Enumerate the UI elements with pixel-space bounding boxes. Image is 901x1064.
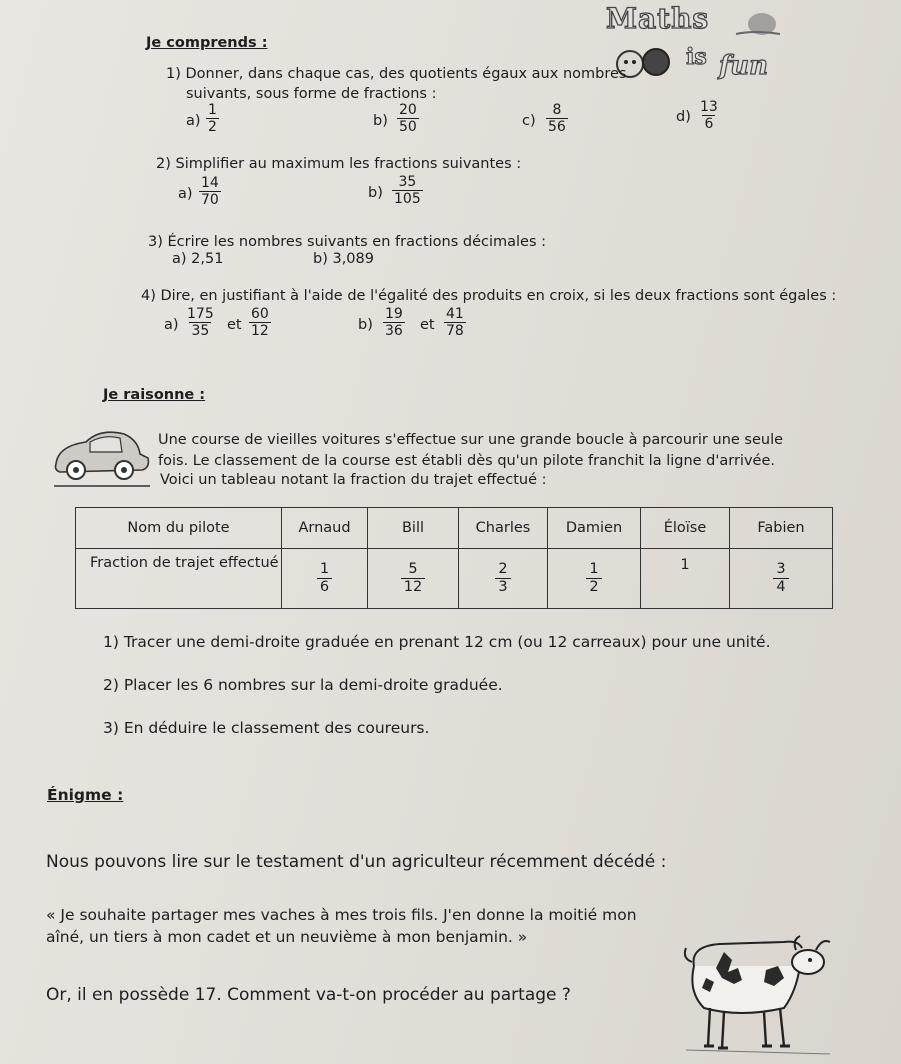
q2-a-label: a)	[178, 186, 193, 202]
q4-a-et: et	[227, 317, 242, 333]
section-title-raisonne: Je raisonne :	[103, 387, 206, 403]
table-cell: $\frac{2}{3}$	[459, 549, 548, 609]
table-cell: $\frac{1}{2}$	[548, 549, 641, 609]
table-cell: $\frac{1}{6}$	[282, 549, 368, 609]
raisonne-para-line3: Voici un tableau notant la fraction du trajet effectué :	[160, 472, 547, 488]
table-row	[76, 549, 833, 609]
table-header-cell: Damien	[548, 508, 641, 549]
cow-icon	[680, 922, 836, 1062]
q1-d-fraction: $\frac{13}{6}$	[700, 99, 718, 132]
q1-a-label: a)	[186, 113, 201, 129]
q4-a-label: a)	[164, 317, 179, 333]
q3-b: b) 3,089	[313, 251, 374, 267]
q4-text: 4) Dire, en justifiant à l'aide de l'égalité des produits en croix, si les deux fractions sont égales :	[141, 288, 837, 304]
race-table	[75, 507, 833, 609]
table-header-cell: Arnaud	[282, 508, 368, 549]
maths-logo-text: Maths	[606, 2, 710, 35]
q2-text: 2) Simplifier au maximum les fractions suivantes :	[156, 156, 522, 172]
q2-a-fraction: $\frac{14}{70}$	[201, 175, 219, 208]
q1-a-fraction: $\frac{1}{2}$	[208, 102, 217, 135]
q2-b-fraction: $\frac{35}{105}$	[394, 174, 421, 207]
raisonne-para-line1: Une course de vieilles voitures s'effectue sur une grande boucle à parcourir une seule	[158, 432, 784, 448]
q1-c-fraction: $\frac{8}{56}$	[548, 102, 566, 135]
raisonne-question-2: 2) Placer les 6 nombres sur la demi-droite graduée.	[103, 676, 503, 694]
logo-fun-text: fun	[719, 51, 768, 81]
q2-b-label: b)	[368, 185, 383, 201]
old-car-icon	[50, 424, 154, 490]
raisonne-question-3: 3) En déduire le classement des coureurs.	[103, 719, 430, 737]
q1-text-line1: 1) Donner, dans chaque cas, des quotients égaux aux nombres	[166, 66, 627, 82]
table-cell: $\frac{3}{4}$	[730, 549, 833, 609]
q4-a-fraction-2: $\frac{60}{12}$	[251, 306, 269, 339]
table-header-row	[76, 508, 833, 549]
table-cell: 1	[641, 549, 730, 609]
q3-a: a) 2,51	[172, 251, 224, 267]
enigme-quote-line1: « Je souhaite partager mes vaches à mes trois fils. J'en donne la moitié mon	[46, 906, 637, 924]
table-cell: $\frac{5}{12}$	[368, 549, 459, 609]
q1-b-label: b)	[373, 113, 388, 129]
q4-b-fraction-1: $\frac{19}{36}$	[385, 306, 403, 339]
q4-b-fraction-2: $\frac{41}{78}$	[446, 306, 464, 339]
q4-b-et: et	[420, 317, 435, 333]
table-row-label: Fraction de trajet effectué	[76, 549, 282, 609]
enigme-question: Or, il en possède 17. Comment va-t-on procéder au partage ?	[46, 985, 571, 1005]
q1-b-fraction: $\frac{20}{50}$	[399, 102, 417, 135]
q4-a-fraction-1: $\frac{175}{35}$	[187, 306, 214, 339]
raisonne-question-1: 1) Tracer une demi-droite graduée en prenant 12 cm (ou 12 carreaux) pour une unité.	[103, 633, 771, 651]
q3-text: 3) Écrire les nombres suivants en fractions décimales :	[148, 234, 547, 250]
q1-text-line2: suivants, sous forme de fractions :	[186, 86, 437, 102]
table-header-cell: Bill	[368, 508, 459, 549]
q1-c-label: c)	[522, 113, 536, 129]
raisonne-para-line2: fois. Le classement de la course est établi dès qu'un pilote franchit la ligne d'arrivée.	[158, 453, 775, 469]
enigme-quote-line2: aîné, un tiers à mon cadet et un neuvième à mon benjamin. »	[46, 928, 528, 946]
section-title-comprends: Je comprends :	[146, 35, 268, 51]
table-header-cell: Fabien	[730, 508, 833, 549]
table-header-cell: Nom du pilote	[76, 508, 282, 549]
logo-snail-icon	[734, 4, 782, 38]
enigme-intro: Nous pouvons lire sur le testament d'un agriculteur récemment décédé :	[46, 852, 667, 872]
logo-is-text: is	[686, 44, 707, 70]
q4-b-label: b)	[358, 317, 373, 333]
table-header-cell: Éloïse	[641, 508, 730, 549]
table-header-cell: Charles	[459, 508, 548, 549]
section-title-enigme: Énigme :	[47, 786, 124, 804]
q1-d-label: d)	[676, 109, 691, 125]
